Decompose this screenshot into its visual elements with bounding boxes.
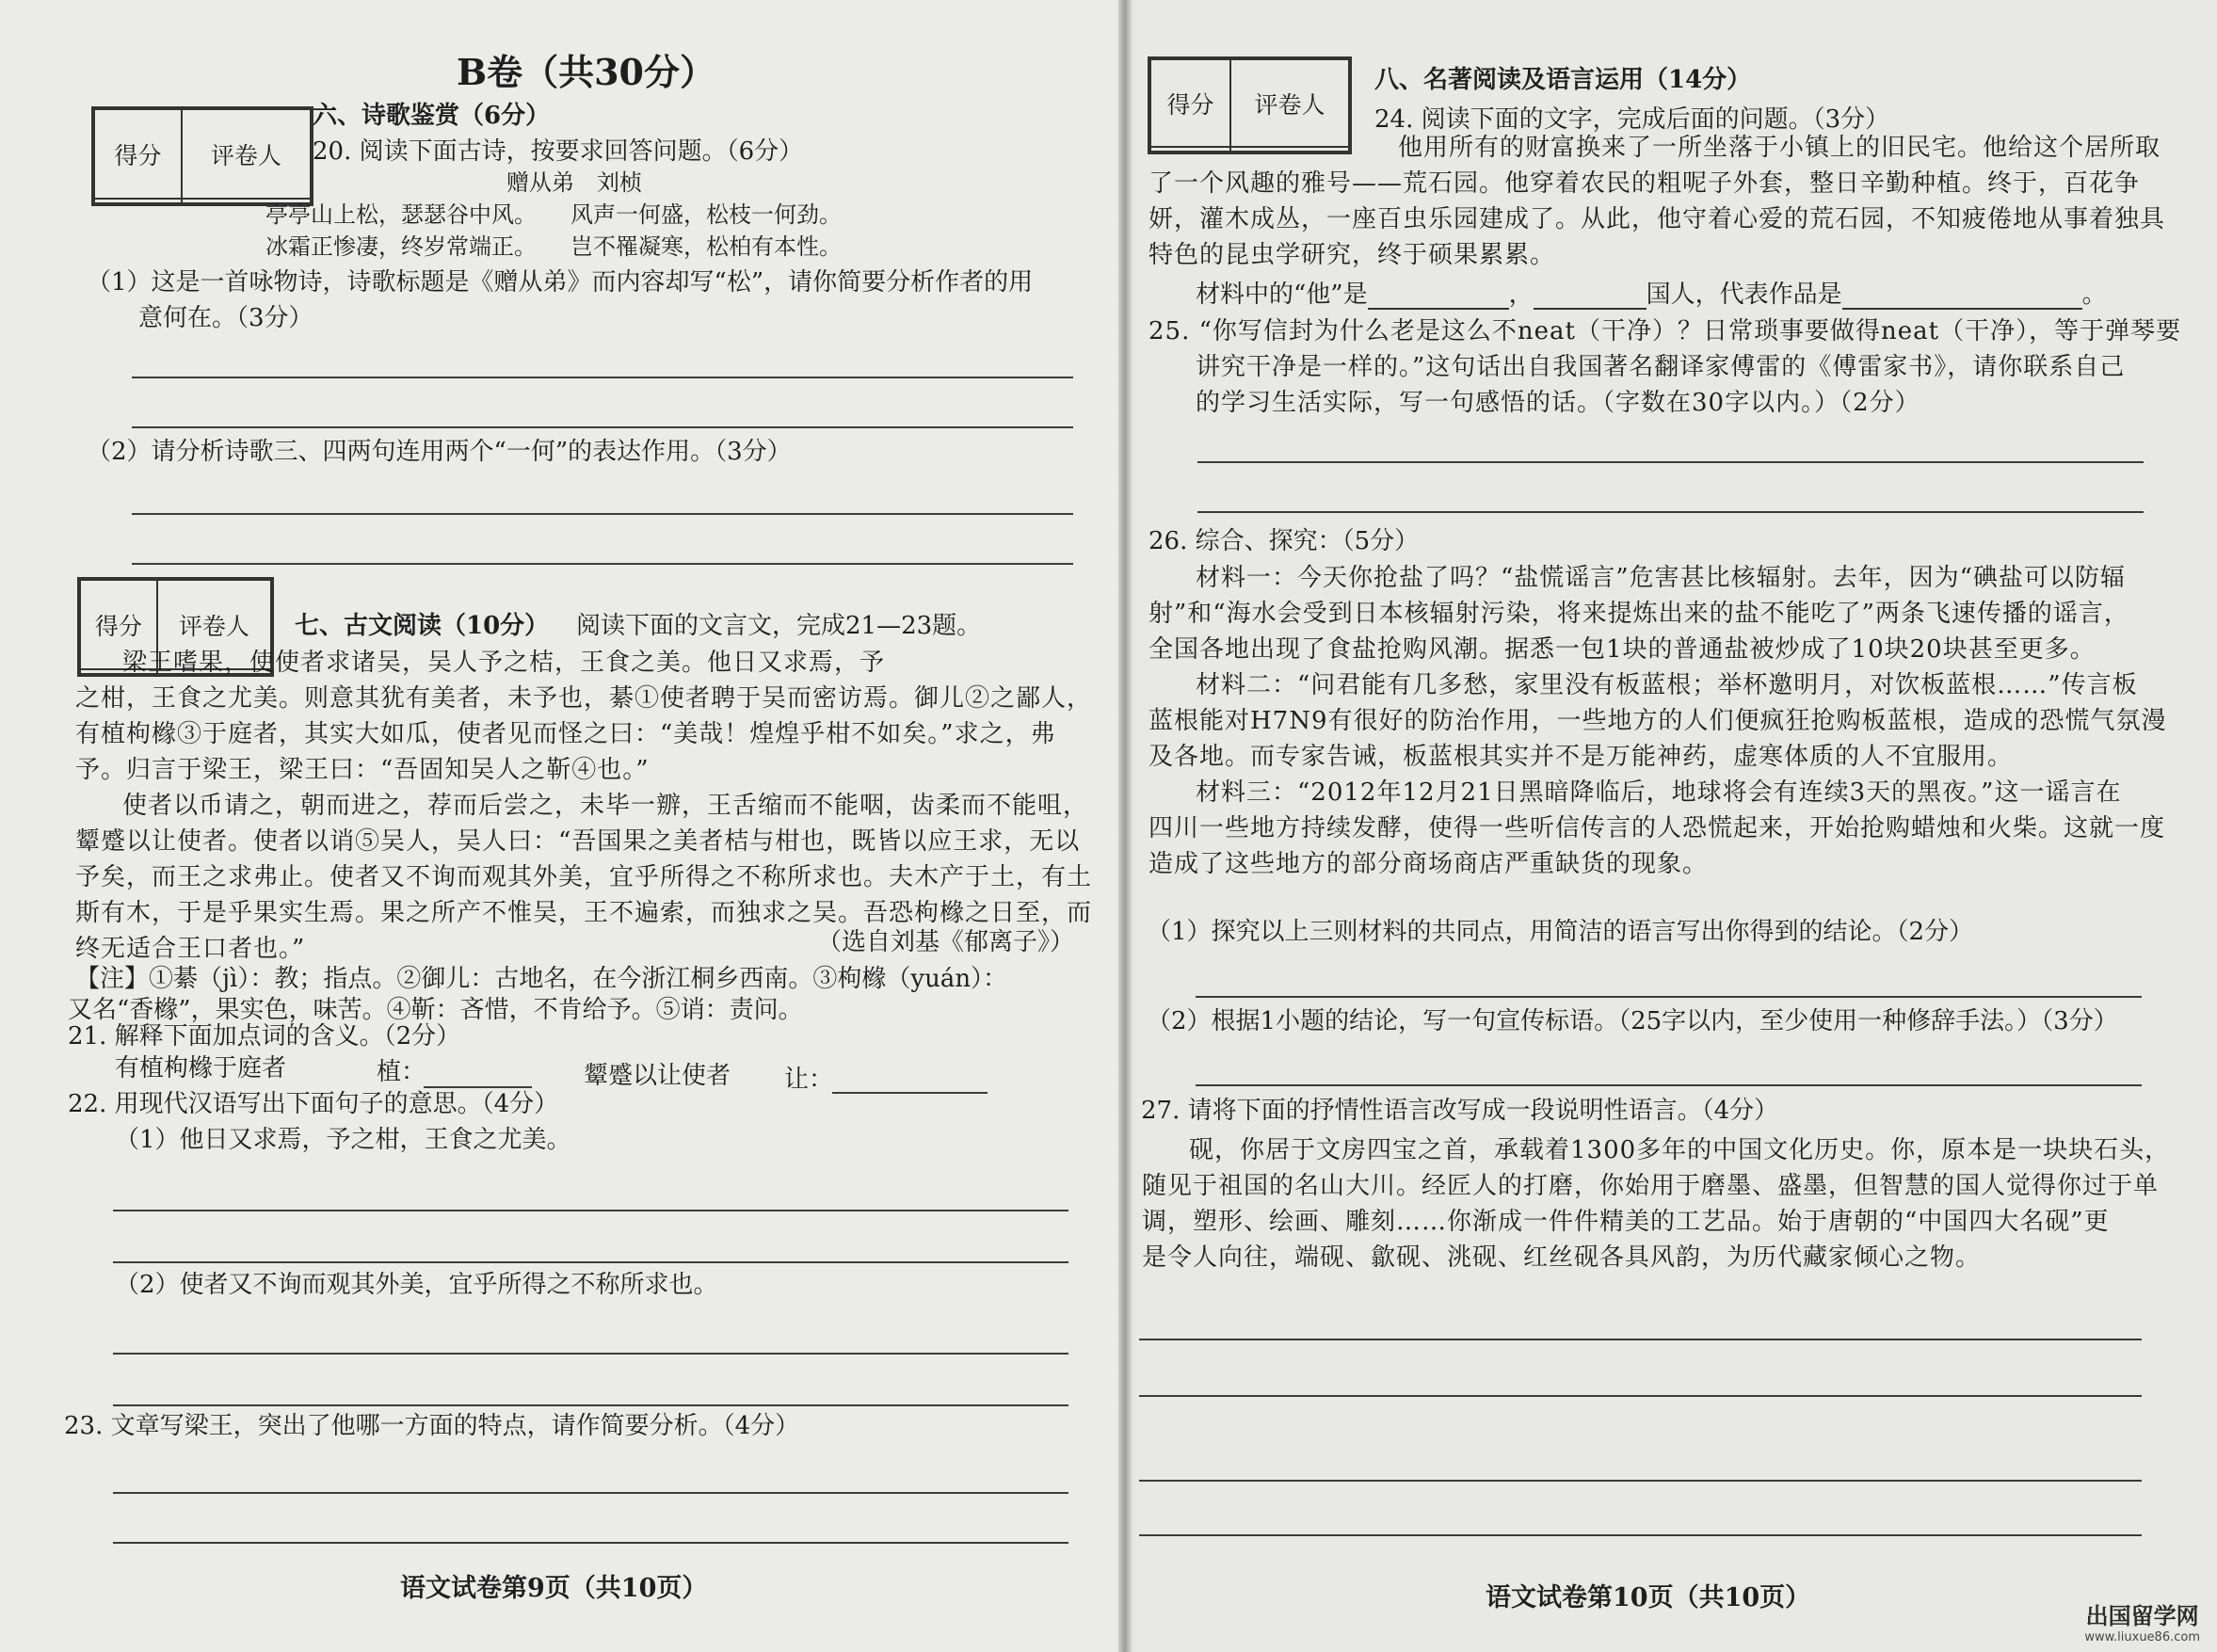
section-7-intro: 阅读下面的文言文，完成21—23题。 [576,612,982,640]
answer-line[interactable] [1139,1534,2142,1536]
question-20-1-line1: （1）这是一首咏物诗，诗歌标题是《赠从弟》而内容却写“松”，请你简要分析作者的用 [87,268,1034,297]
question-22-2: （2）使者又不询而观其外美，宜乎所得之不称所求也。 [115,1271,718,1299]
passage-line: 特色的昆虫学研究，终于硕果累累。 [1149,241,1556,269]
q27-line: 随见于祖国的名山大川。经匠人的打磨，你始用于磨墨、盛墨，但智慧的国人觉得你过于单 [1142,1172,2160,1200]
answer-line[interactable] [132,513,1073,515]
answer-line[interactable] [1139,1395,2142,1397]
answer-line[interactable] [1139,1480,2142,1482]
answer-line[interactable] [113,1404,1068,1406]
answer-line[interactable] [113,1492,1068,1494]
passage-line: 颦蹙以让使者。使者以诮⑤吴人，吴人曰：“吾国果之美者桔与柑也，既皆以应王求，无以 [75,827,1081,856]
score-label: 得分 [1150,59,1230,147]
poem-title: 赠从弟 刘桢 [506,169,642,196]
answer-blank-a[interactable] [424,1086,532,1088]
question-26: 26. 综合、探究：（5分） [1149,527,1420,555]
score-label: 得分 [94,109,182,199]
q27-passage [1142,1132,2170,1275]
q27-line: 是令人向往，端砚、歙砚、洮砚、红丝砚各具风韵，为历代藏家倾心之物。 [1142,1243,1982,1272]
passage-line: 之柑，王食之尤美。则意其犹有美者，未予也，綦①使者聘于吴而密访焉。御儿②之鄙人， [75,684,1093,713]
q25-line: 讲究干净是一样的。”这句话出自我国著名翻译家傅雷的《傅雷家书》，请你联系自己 [1196,353,2126,381]
fill-blank-work[interactable] [1842,283,2082,310]
question-21-word-b: 让： [784,1066,834,1094]
watermark-title: 出国留学网 [2085,1603,2199,1629]
answer-line[interactable] [1196,1084,2142,1086]
fill-text: 国人，代表作品是 [1646,281,1842,309]
score-box-section-6 [91,106,313,206]
question-24: 24. 阅读下面的文字，完成后面的问题。（3分） [1374,105,1890,134]
fill-text: ， [1508,281,1534,309]
site-watermark [2084,1597,2200,1644]
passage-line: 斯有木，于是乎果实生焉。果之所产不惟吴，王不遍索，而独求之吴。吾恐枸橼之日至，而 [75,899,1093,927]
question-24-fill [1196,281,2107,310]
question-26-1: （1）探究以上三则材料的共同点，用简洁的语言写出你得到的结论。（2分） [1147,918,1974,946]
question-21-word-a: 植： [377,1058,426,1086]
fill-text: 。 [2081,281,2107,309]
question-20-1-line2: 意何在。（3分） [138,304,313,332]
fill-blank-name[interactable] [1368,283,1509,310]
passage-line: 予。归言于梁王，梁王曰：“吾固知吴人之靳④也。” [75,756,650,784]
answer-line[interactable] [1196,996,2142,998]
answer-line[interactable] [113,1261,1068,1263]
passage-line: 终无适合王口者也。” [75,935,306,963]
section-6-heading: 六、诗歌鉴赏（6分） [313,102,551,130]
q26-materials [1149,560,2167,882]
passage-line: 梁王嗜果，使使者求诸吴，吴人予之桔，王食之美。他日又求焉，予 [122,649,886,677]
passage-line: 有植枸橼③于庭者，其实大如瓜，使者见而怪之曰：“美哉！煌煌乎柑不如矣。”求之，弗 [75,720,1056,748]
passage-line: 他用所有的财富换来了一所坐落于小镇上的旧民宅。他给这个居所取 [1398,134,2161,162]
section-8-heading: 八、名著阅读及语言运用（14分） [1374,66,1752,94]
question-21: 21. 解释下面加点词的含义。（2分） [68,1022,461,1051]
question-22: 22. 用现代汉语写出下面句子的意思。（4分） [68,1090,559,1118]
question-20: 20. 阅读下面古诗，按要求回答问题。（6分） [313,137,804,166]
right-page-footer: 语文试卷第10页（共10页） [1486,1583,1811,1612]
q24-passage [1149,130,2165,273]
poem-line-1: 亭亭山上松，瑟瑟谷中风。 风声一何盛，松枝一何劲。 [265,201,842,228]
material-line: 及各地。而专家告诫，板蓝根其实并不是万能神药，虚寒体质的人不宜服用。 [1149,743,2014,771]
grader-label: 评卷人 [182,109,311,199]
material-line: 全国各地出现了食盐抢购风潮。据悉一包1块的普通盐被炒成了10块20块甚至更多。 [1149,635,2096,664]
passage-line: 妍，灌木成丛，一座百虫乐园建成了。从此，他守着心爱的荒石园，不知疲倦地从事着独具 [1149,205,2166,233]
grader-label: 评卷人 [1230,59,1349,147]
q27-line: 砚，你居于文房四宝之首，承载着1300多年的中国文化历史。你，原本是一块块石头， [1189,1136,2171,1164]
answer-line[interactable] [113,1542,1068,1544]
material-line: 四川一些地方持续发酵，使得一些听信传言的人恐慌起来，开始抢购蜡烛和火柴。这就一度 [1149,814,2166,842]
material-line: 造成了这些地方的部分商场商店严重缺货的现象。 [1149,850,1709,878]
question-23: 23. 文章写梁王，突出了他哪一方面的特点，请作简要分析。（4分） [64,1412,800,1440]
passage-line: 了一个风趣的雅号——荒石园。他穿着农民的粗呢子外套，整日辛勤种植。终于，百花争 [1149,169,2141,198]
poem-line-2: 冰霜正惨凄，终岁常端正。 岂不罹凝寒，松柏有本性。 [265,233,842,260]
answer-line[interactable] [113,1210,1068,1211]
answer-line[interactable] [1139,1339,2142,1340]
passage-line: 予矣，而王之求弗止。使者又不询而观其外美，宜乎所得之不称所求也。夫木产于土，有土 [75,863,1093,891]
answer-line[interactable] [113,1353,1068,1355]
left-page-footer: 语文试卷第9页（共10页） [400,1574,708,1603]
question-22-1: （1）他日又求焉，予之柑，王食之尤美。 [115,1126,571,1154]
q25-line: 的学习生活实际，写一句感悟的话。（字数在30字以内。）（2分） [1196,389,1920,417]
answer-blank-b[interactable] [832,1092,988,1094]
answer-line[interactable] [132,377,1073,378]
page-gutter [1118,0,1132,1652]
question-27: 27. 请将下面的抒情性语言改写成一段说明性语言。（4分） [1141,1097,1779,1125]
material-line: 材料三：“2012年12月21日黑暗降临后，地球将会有连续3天的黑夜。”这一谣言在 [1196,778,2122,807]
score-cell[interactable] [94,199,182,203]
section-b-title: B卷（共30分） [457,51,715,93]
annotation-line-2: 又名“香橼”，果实色，味苦。④靳：吝惜，不肯给予。⑤诮：责问。 [68,996,803,1024]
q25-line: 25. “你写信封为什么老是这么不neat（干净）？日常琐事要做得neat（干净），等于弹琴要 [1149,317,2182,345]
fill-blank-country[interactable] [1534,283,1647,310]
fill-text: 材料中的“他”是 [1196,281,1368,309]
passage-line: 使者以币请之，朝而进之，荐而后尝之，未毕一辧，王舌缩而不能咽，齿柔而不能咀， [122,792,1089,820]
grader-label: 评卷人 [157,580,271,669]
annotation-line-1: 【注】①綦（jì）：教；指点。②御儿：古地名，在今浙江桐乡西南。③枸橼（yuán）： [75,965,1008,993]
material-line: 材料一：今天你抢盐了吗？“盐慌谣言”危害甚比核辐射。去年，因为“碘盐可以防辐 [1196,564,2126,592]
passage-source: （选自刘基《郁离子》） [817,928,1075,956]
question-25 [1149,313,2181,421]
q27-line: 调，塑形、绘画、雕刻……你渐成一件件精美的工艺品。始于唐朝的“中国四大名砚”更 [1142,1208,2110,1236]
answer-line[interactable] [132,563,1073,565]
question-21-phrase-b: 颦蹙以让使者 [584,1062,731,1090]
material-line: 材料二：“问君能有几多愁，家里没有板蓝根；举杯邀明月，对饮板蓝根……”传言板 [1196,671,2138,699]
question-21-phrase-a: 有植枸橼于庭者 [115,1054,287,1083]
question-20-2: （2）请分析诗歌三、四两句连用两个“一何”的表达作用。（3分） [87,438,792,466]
classical-passage [75,645,1092,967]
section-7-heading: 七、古文阅读（10分） [295,612,550,640]
question-26-2: （2）根据1小题的结论，写一句宣传标语。（25字以内，至少使用一种修辞手法。）（3分） [1147,1007,2118,1035]
answer-line[interactable] [1197,461,2144,463]
material-line: 蓝根能对H7N9有很好的防治作用，一些地方的人们便疯狂抢购板蓝根，造成的恐慌气氛漫 [1149,707,2167,735]
score-label: 得分 [80,580,157,669]
answer-line[interactable] [132,426,1073,428]
material-line: 射”和“海水会受到日本核辐射污染，将来提炼出来的盐不能吃了”两条飞速传播的谣言， [1149,600,2129,628]
answer-line[interactable] [1197,511,2144,513]
watermark-url: www.liuxue86.com [2084,1630,2200,1644]
